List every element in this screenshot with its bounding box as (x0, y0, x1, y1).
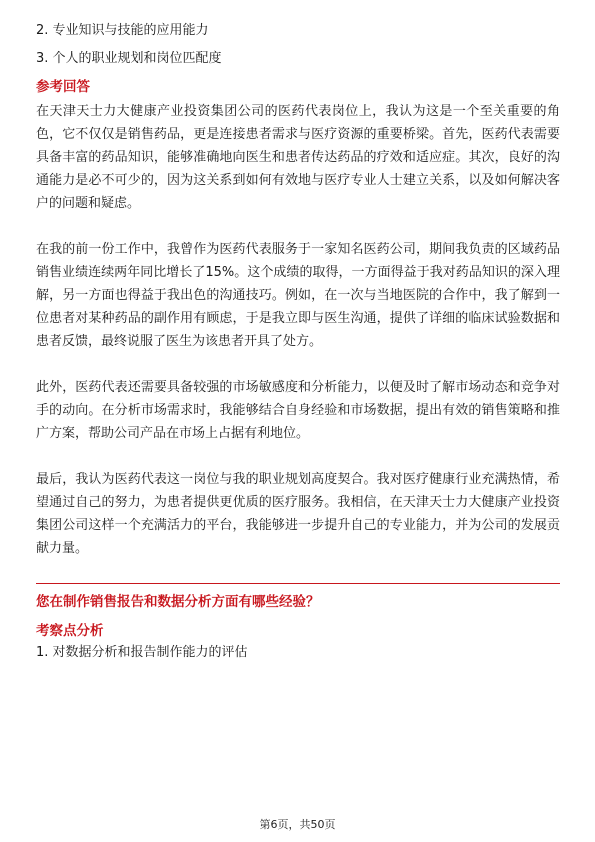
section-divider (36, 583, 560, 584)
answer-heading: 参考回答 (36, 79, 90, 95)
answer-paragraph: 最后，我认为医药代表这一岗位与我的职业规划高度契合。我对医疗健康行业充满热情，希望通过自己的努力，为患者提供更优质的医疗服务。我相信，在天津天士力大健康产业投资集团公司这样一个充满活力的平台，我能够进一步提升自己的专业能力，并为公司的发展贡献力量。 (36, 472, 560, 556)
answer-paragraph: 在我的前一份工作中，我曾作为医药代表服务于一家知名医药公司，期间我负责的区域药品销售业绩连续两年同比增长了15%。这个成绩的取得，一方面得益于我对药品知识的深入理解，另一方面也得益于我出色的沟通技巧。例如，在一次与当地医院的合作中，我了解到一位患者对某种药品的副作用有顾虑，于是我立即与医生沟通，提供了详细的临床试验数据和患者反馈，最终说服了医生为该患者开具了处方。 (36, 242, 560, 349)
list-item: 1. 对数据分析和报告制作能力的评估 (36, 645, 248, 660)
list-item: 3. 个人的职业规划和岗位匹配度 (36, 51, 222, 66)
question-heading: 您在制作销售报告和数据分析方面有哪些经验？ (36, 594, 320, 610)
analysis-heading: 考察点分析 (36, 623, 104, 639)
page-footer: 第6页，共50页 (259, 818, 336, 831)
list-item: 2. 专业知识与技能的应用能力 (36, 23, 209, 38)
answer-paragraph: 此外，医药代表还需要具备较强的市场敏感度和分析能力，以便及时了解市场动态和竞争对手的动向。在分析市场需求时，我能够结合自身经验和市场数据，提出有效的销售策略和推广方案，帮助公司产品在市场上占据有利地位。 (36, 380, 560, 441)
answer-paragraph: 在天津天士力大健康产业投资集团公司的医药代表岗位上，我认为这是一个至关重要的角色，它不仅仅是销售药品，更是连接患者需求与医疗资源的重要桥梁。首先，医药代表需要具备丰富的药品知识，能够准确地向医生和患者传达药品的疗效和适应症。其次，良好的沟通能力是必不可少的，因为这关系到如何有效地与医疗专业人士建立关系，以及如何解决客户的问题和疑虑。 (36, 104, 560, 211)
document-page (36, 22, 560, 672)
